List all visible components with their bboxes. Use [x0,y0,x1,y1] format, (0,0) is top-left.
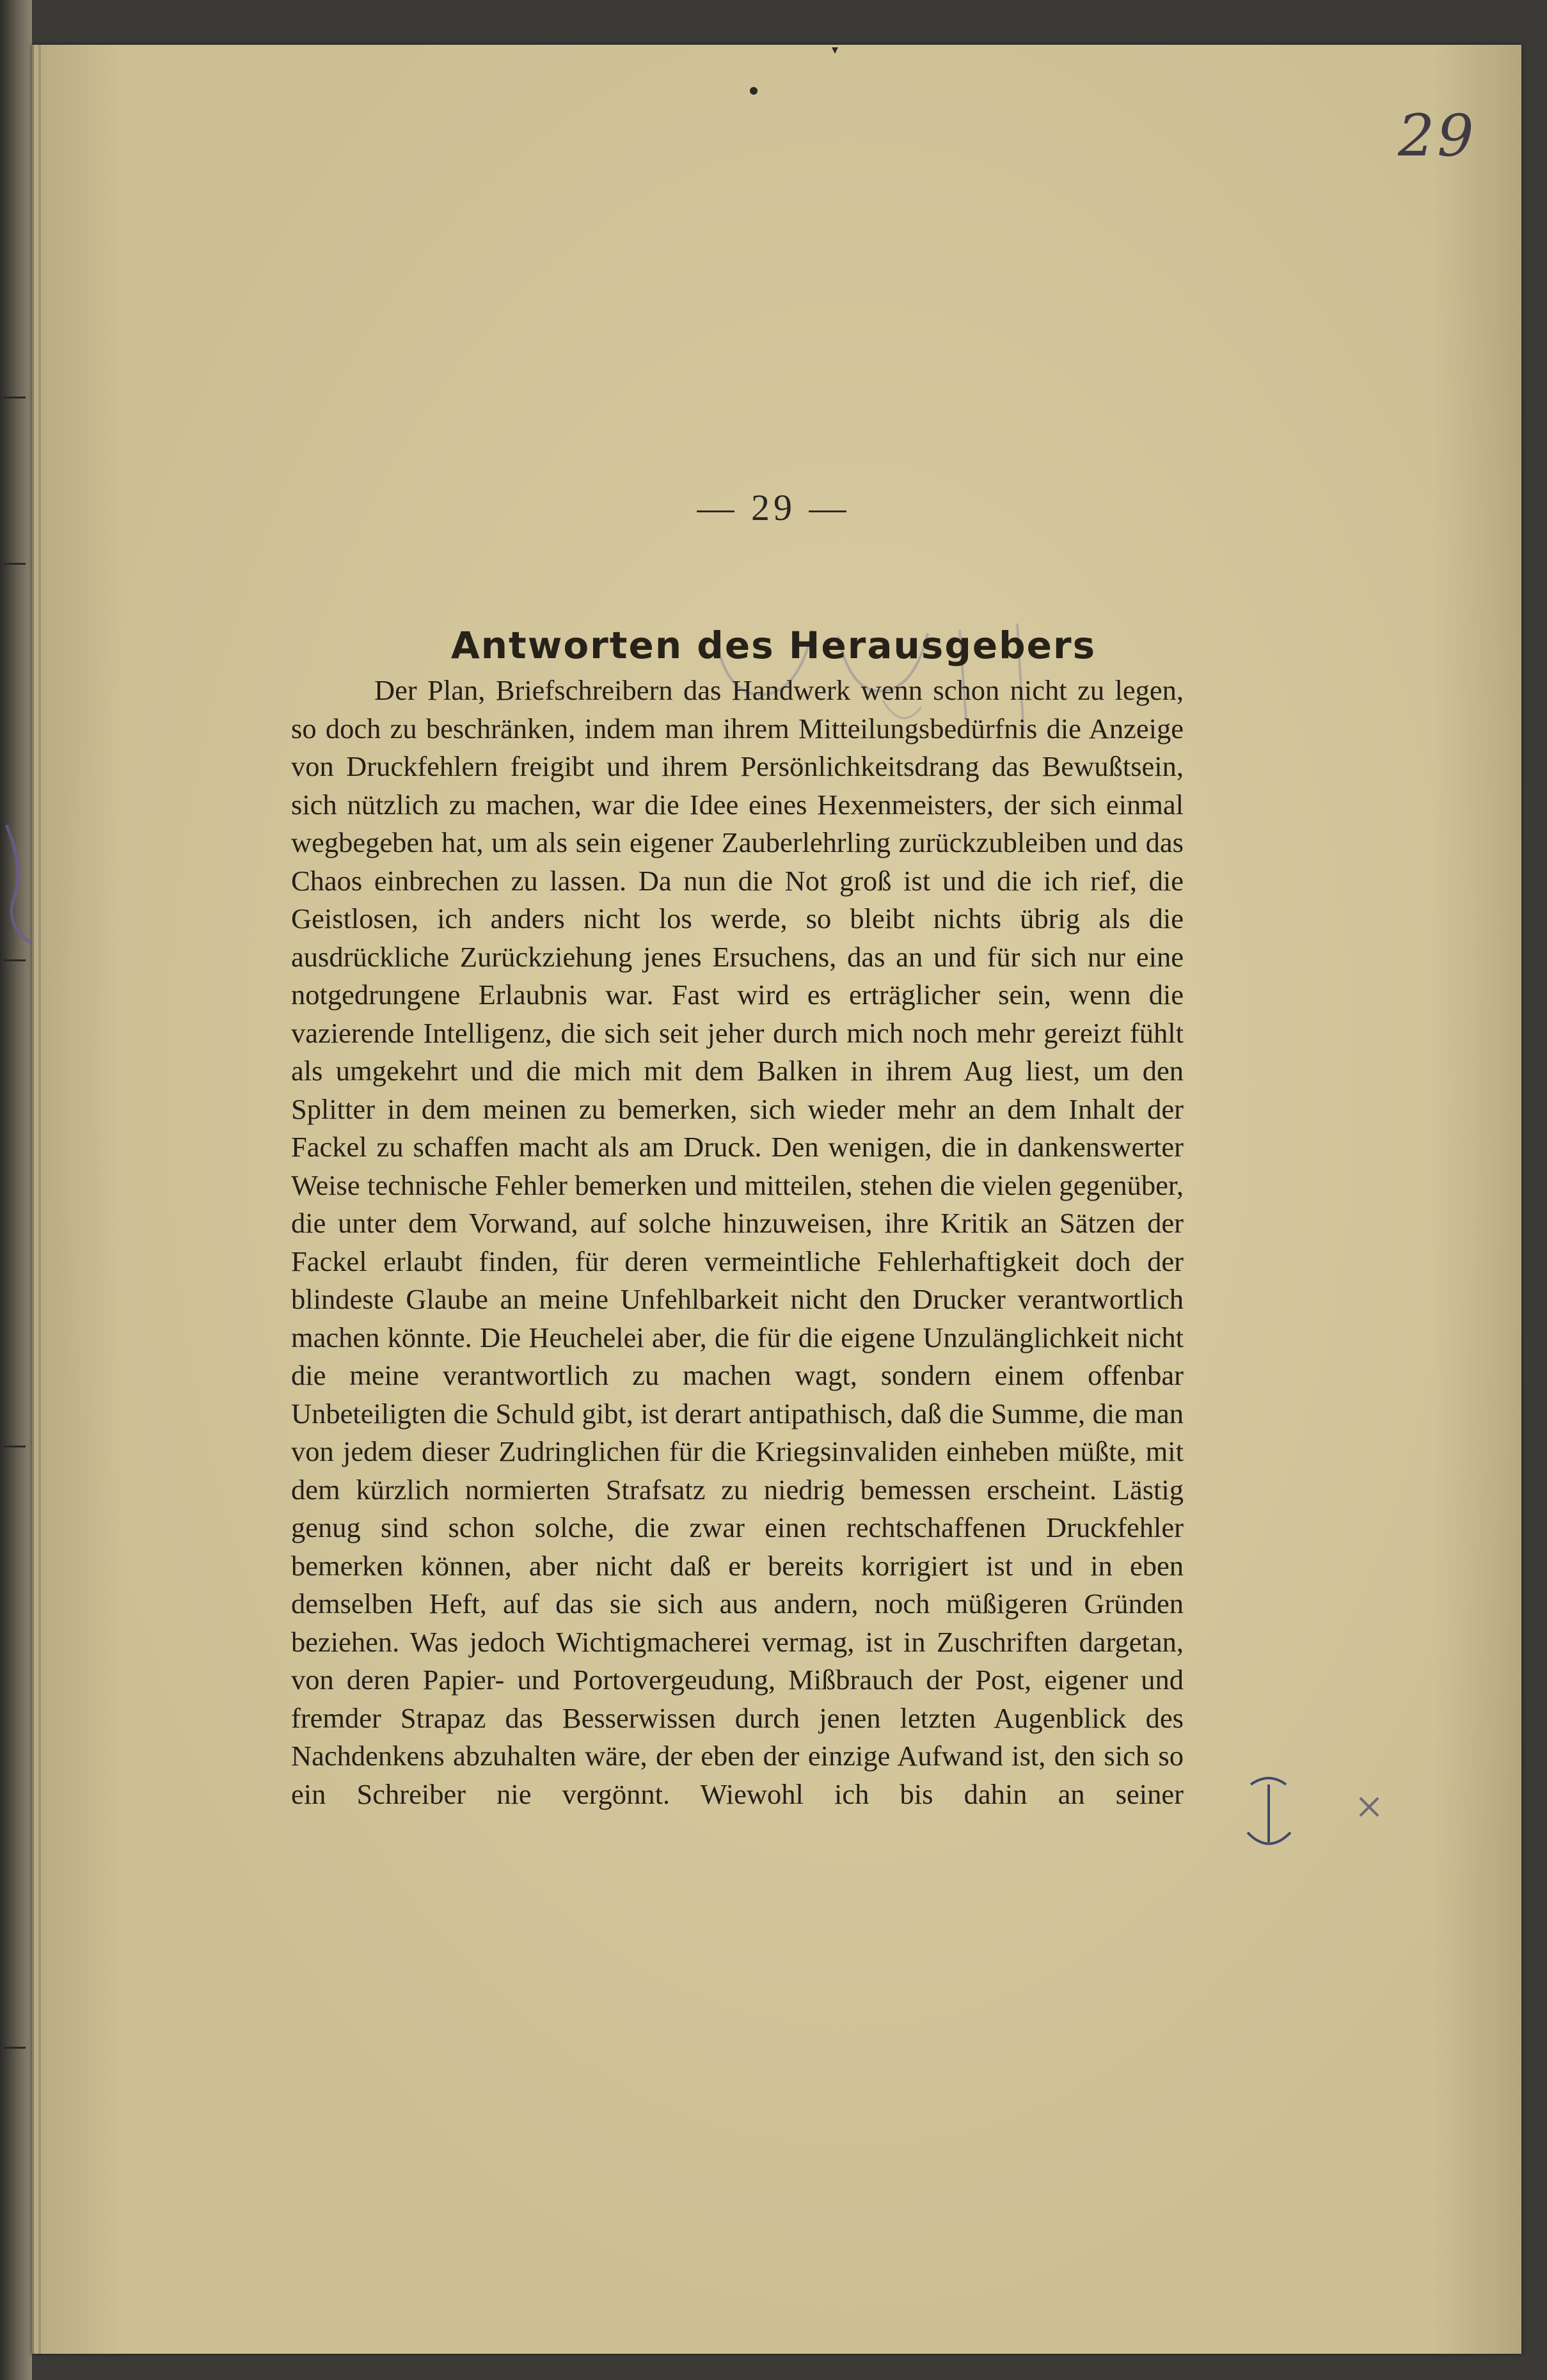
handwritten-page-number: 29 [1398,102,1477,169]
margin-cross-mark [1356,1794,1382,1820]
printed-page-number: — 29 — [697,487,850,528]
book-binding-edge [0,0,32,2380]
binding-stitch [4,397,26,398]
binding-stitch [4,563,26,565]
binding-stitch [4,2047,26,2049]
article-body-text: Der Plan, Briefschreibern das Handwerk wenn schon nicht zu legen, so doch zu beschränken, indem man ihrem Mitteilungsbedürfnis die Anzeige von Druckfehlern freigibt und ihrem Persönlichkeitsdrang das Bewußtsein, sich nützlich zu machen, war die Idee eines Hexenmeisters, der sich einmal wegbegeben hat, um als sein eigener Zauberlehrling zurückzubleiben und das Chaos einbrechen zu lassen. Da nun die Not groß ist und die ich rief, die Geistlosen, ich anders nicht los werde, so bleibt nichts übrig als die ausdrückliche Zurückziehung jenes Ersuchens, das an und für sich nur eine notgedrungene Erlaubnis war. Fast wird es erträglicher sein, wenn die vazierende Intelligenz, die sich seit jeher durch mich noch mehr gereizt fühlt als umgekehrt und die mich mit dem Balken in ihrem Aug liest, um den Splitter in dem meinen zu bemerken, sich wieder mehr an dem Inhalt der Fackel zu schaffen macht als am Druck. Den wenigen, die in dankenswerter Weise technische Fehler bemerken und mitteilen, stehen die vielen gegenüber, die unter dem Vorwand, auf solche hinzuweisen, ihre Kritik an Sätzen der Fackel erlaubt finden, für deren vermeintliche Fehlerhaftigkeit doch der blindeste Glaube an meine Unfehlbarkeit nicht den Drucker verantwortlich machen könnte. Die Heuchelei aber, die für die eigene Unzulänglichkeit nicht die meine verantwortlich zu machen wagt, sondern einem offenbar Unbeteiligten die Schuld gibt, ist derart antipathisch, daß die Summe, die man von jedem dieser Zudringlichen für die Kriegsinvaliden einheben müßte, mit dem kürzlich normierten Strafsatz zu niedrig bemessen erscheint. Lästig genug sind schon solche, die zwar einen rechtschaffenen Druckfehler bemerken können, aber nicht daß er bereits korrigiert ist und in eben demselben Heft, auf das sie sich aus andern, noch müßigeren Gründen beziehen. Was jedoch Wichtigmacherei vermag, ist in Zuschriften dargetan, von deren Papier- und Portovergeudung, Mißbrauch der Post, eigener und fremder Strapaz das Besserwissen durch jenen letzten Augenblick des Nachdenkens abzuhalten wäre, der eben der einzige Aufwand ist, den sich so ein Schreiber nie vergönnt. Wiewohl ich bis dahin an seiner [291,674,1184,1810]
section-title: Antworten des Herausgebers [450,624,1097,667]
ink-spots-mark [736,45,838,102]
margin-scribble-mark [0,819,45,947]
margin-bracket-mark [1238,1772,1299,1855]
page-edge-line [38,45,41,2354]
binding-stitch [4,959,26,961]
binding-stitch [4,1446,26,1447]
